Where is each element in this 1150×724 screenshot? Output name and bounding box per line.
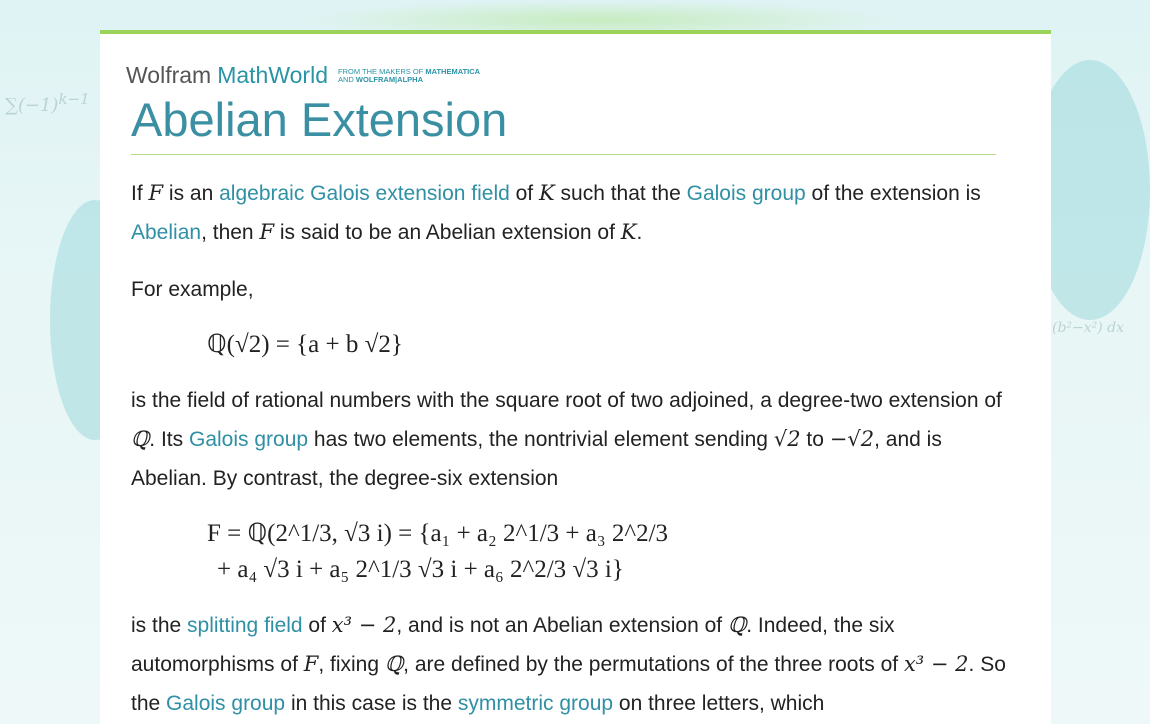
link-splitting-field[interactable]: splitting field xyxy=(187,614,303,637)
paragraph xyxy=(131,606,1011,723)
math: K xyxy=(620,220,637,244)
text: , and is Abelian. By contrast, the degree-six extension xyxy=(131,428,942,490)
link-symmetric-group[interactable]: symmetric group xyxy=(457,692,614,715)
math: −√2 xyxy=(829,427,875,451)
text: of the extension is xyxy=(805,182,981,205)
background-formula: (b²−x²) dx xyxy=(1052,320,1125,336)
text: . So the xyxy=(131,653,1006,715)
math: x³ − 2 xyxy=(331,613,397,637)
paragraph: For example, xyxy=(131,278,254,301)
math: ℚ xyxy=(727,613,747,637)
equation-degree-six-line2: + a₄ √3 i + a₅ 2^1/3 √3 i + a₆ 2^2/3 √3 i} xyxy=(217,556,624,583)
text: . xyxy=(636,221,643,244)
text: in this case is the xyxy=(285,692,458,715)
text: . Its xyxy=(149,428,189,451)
text: on three letters, which xyxy=(613,692,825,715)
logo-mathworld: MathWorld xyxy=(217,62,328,88)
mathworld-logo[interactable] xyxy=(126,62,480,89)
logo-tagline xyxy=(338,68,480,84)
link-algebraic-galois-extension-field[interactable]: algebraic Galois extension field xyxy=(219,182,510,205)
text: is the xyxy=(131,614,188,637)
math: x³ − 2 xyxy=(903,652,969,676)
text: , fixing xyxy=(318,653,385,676)
equation-degree-six-line1: F = ℚ(2^1/3, √3 i) = {a₁ + a₂ 2^1/3 + a₃ 2^2/3 xyxy=(207,520,669,547)
math: F xyxy=(259,220,275,244)
paragraph xyxy=(131,174,1011,252)
link-galois-group[interactable]: Galois group xyxy=(166,692,286,715)
math: F xyxy=(148,181,164,205)
math: K xyxy=(538,181,555,205)
text: , and is not an Abelian extension of xyxy=(396,614,728,637)
link-galois-group[interactable]: Galois group xyxy=(188,428,309,451)
background-formula: $\sum(-1)^{k-1}$ xyxy=(5,90,90,116)
math: √2 xyxy=(773,427,801,451)
link-abelian[interactable]: Abelian xyxy=(131,221,202,244)
tag-text: AND xyxy=(337,74,356,84)
equation-q-sqrt2: ℚ(√2) = {a + b √2} xyxy=(207,331,403,358)
text: is said to be an Abelian extension of xyxy=(274,221,621,244)
text: has two elements, the nontrivial element sending xyxy=(308,428,774,451)
tag-text: FROM THE MAKERS OF xyxy=(337,66,426,76)
math: F xyxy=(303,652,319,676)
text: of xyxy=(302,614,332,637)
article-body xyxy=(131,174,1011,724)
text: . Indeed, the six automorphisms of xyxy=(131,614,895,676)
text: is the field of rational numbers with the square root of two adjoined, a degree-two extension of xyxy=(131,389,1002,412)
text: such that the xyxy=(554,182,687,205)
text: of xyxy=(509,182,539,205)
logo-wolfram: Wolfram xyxy=(126,62,212,88)
text: If xyxy=(131,182,149,205)
text: is an xyxy=(163,182,220,205)
tag-text: MATHEMATICA xyxy=(425,66,481,76)
math: ℚ xyxy=(131,427,150,451)
text: , then xyxy=(201,221,260,244)
tag-text: WOLFRAM|ALPHA xyxy=(355,74,423,84)
page-title: Abelian Extension xyxy=(131,93,508,146)
article-page xyxy=(100,30,1051,724)
title-divider xyxy=(131,154,996,155)
paragraph xyxy=(131,381,1011,498)
math: ℚ xyxy=(384,652,404,676)
text: to xyxy=(800,428,830,451)
link-galois-group[interactable]: Galois group xyxy=(686,182,806,205)
text: , are defined by the permutations of the three roots of xyxy=(403,653,904,676)
